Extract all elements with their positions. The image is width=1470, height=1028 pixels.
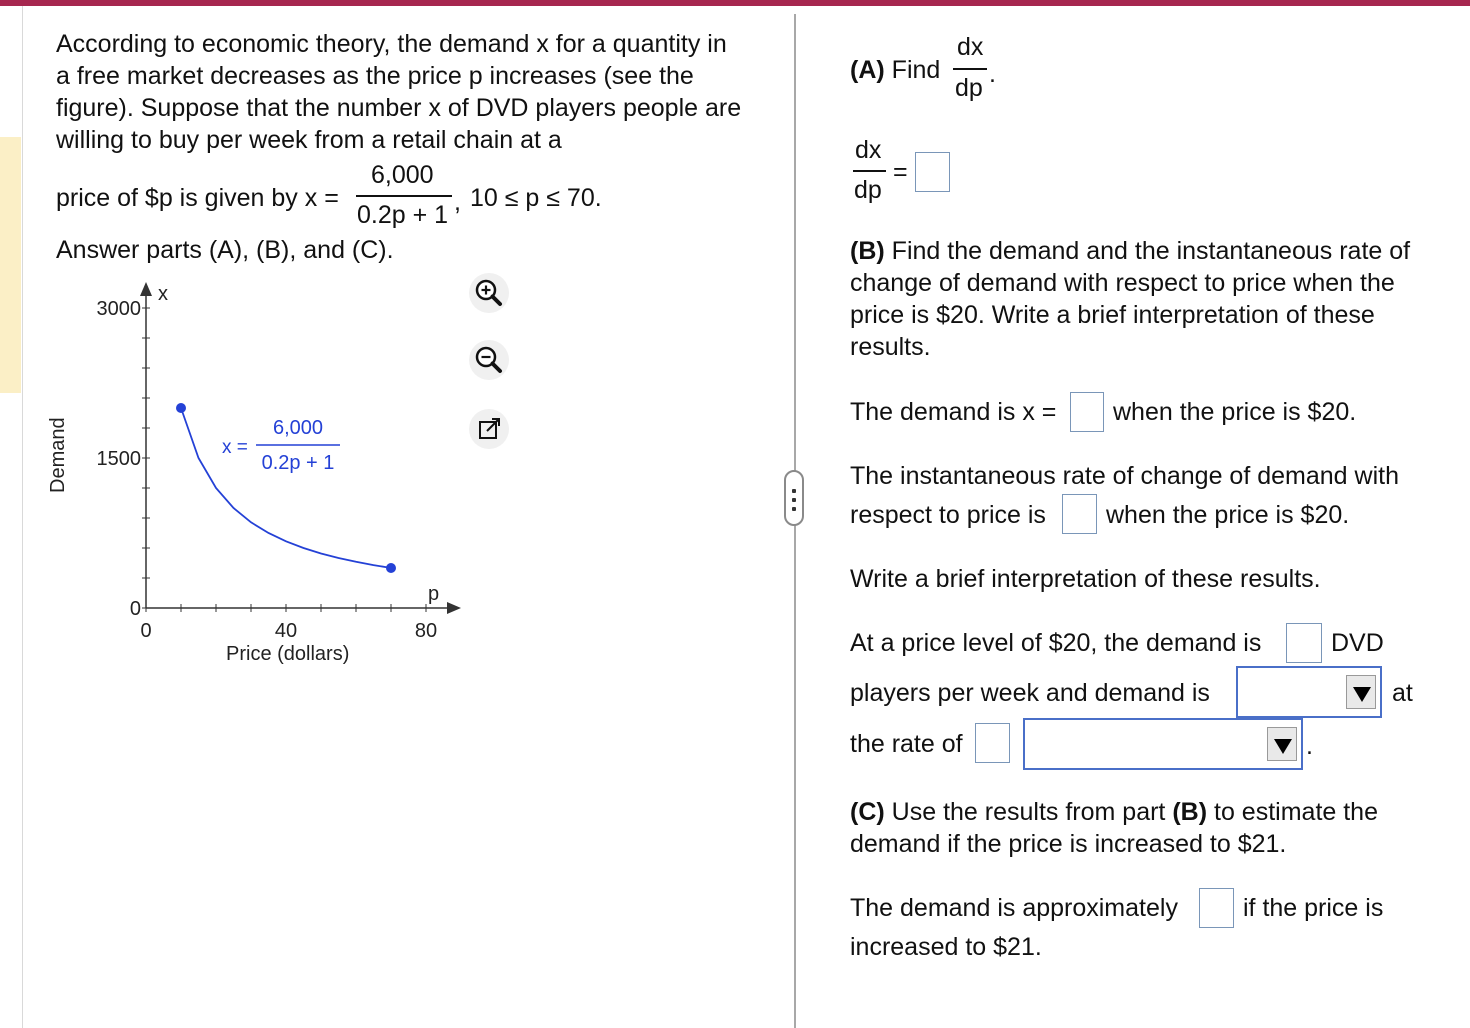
demand-suffix: when the price is $20. [1113,398,1357,426]
popout-button[interactable] [469,409,509,449]
x-axis-arrow [447,602,461,614]
zoom-in-icon [469,273,509,313]
rate-line-1: The instantaneous rate of change of demand with [850,462,1399,490]
formula-fraction-bar [356,195,452,197]
part-a-dp: dp [955,74,983,102]
left-border [22,6,23,1028]
approx-prefix: The demand is approximately [850,894,1178,922]
trend-dropdown[interactable] [1236,666,1382,718]
formula-domain: 10 ≤ p ≤ 70. [470,184,602,212]
x-axis-variable: p [428,583,440,605]
curve-label-lhs: x = [222,437,248,458]
x-axis-title: Price (dollars) [226,643,350,665]
part-a-dx: dx [957,33,984,61]
derivative-fraction-bar [853,170,886,172]
zoom-in-button[interactable] [469,273,509,313]
sidebar-accent [0,137,21,393]
chevron-down-icon [1346,675,1376,709]
demand-graph [47,270,470,680]
units-dropdown[interactable] [1023,718,1303,770]
derivative-answer-input[interactable] [915,152,950,192]
curve-label-numerator: 6,000 [272,417,324,439]
formula-prefix: price of $p is given by x = [56,184,339,212]
zoom-out-button[interactable] [469,340,509,380]
curve-label-denominator: 0.2p + 1 [261,452,335,474]
formula-comma: , [454,188,461,216]
interpretation-rate-input[interactable] [975,723,1010,763]
interpretation-period: . [1306,732,1313,760]
derivative-dx: dx [855,136,882,164]
panel-resize-handle[interactable] [784,470,804,526]
curve-endpoint [386,563,396,573]
part-c-prompt: (C) Use the results from part (B) to estimate the demand if the price is increased to $21. [850,798,1378,858]
y-axis-title: Demand [47,417,69,493]
top-accent-bar [0,0,1470,6]
part-b-prompt: (B) Find the demand and the instantaneous rate of change of demand with respect to price when the price is $20. Write a brief interpretation of these results. [850,237,1411,361]
approx-suffix: if the price is [1243,894,1384,922]
rate-prefix: respect to price is [850,501,1046,529]
zoom-out-icon [469,340,509,380]
interpretation-rate-of: the rate of [850,730,963,758]
derivative-dp: dp [854,176,882,204]
answer-parts-text: Answer parts (A), (B), and (C). [56,236,394,264]
question-intro: According to economic theory, the demand x for a quantity in a free market decreases as the price p increases (see the figure). Suppose that the number x of DVD players people are willing to buy per week from a retail chain at a [56,30,742,154]
demand-answer-input[interactable] [1070,392,1104,432]
interpretation-prefix: At a price level of $20, the demand is [850,629,1262,657]
demand-prefix: The demand is x = [850,398,1057,426]
x-tick-label: 0 [140,620,152,642]
chevron-down-icon [1267,727,1297,761]
x-tick-label: 40 [274,620,298,642]
part-a-period: . [989,60,996,88]
interpretation-dvd: DVD [1331,629,1384,657]
y-axis-arrow [140,282,152,296]
part-a-label: (A) Find [850,56,941,84]
part-a-fraction-bar [953,68,987,70]
rate-answer-input[interactable] [1062,494,1097,534]
curve-endpoint [176,403,186,413]
approx-demand-input[interactable] [1199,888,1234,928]
formula-denominator: 0.2p + 1 [357,201,449,229]
y-tick-label: 0 [129,598,141,620]
rate-suffix: when the price is $20. [1106,501,1350,529]
interpretation-demand-input[interactable] [1286,623,1322,663]
y-tick-label: 3000 [96,298,141,320]
derivative-equals: = [893,158,908,186]
interpretation-line-2: players per week and demand is [850,679,1210,707]
interpretation-at: at [1392,679,1413,707]
interpretation-prompt: Write a brief interpretation of these results. [850,565,1321,593]
y-tick-label: 1500 [96,448,141,470]
formula-numerator: 6,000 [371,161,434,189]
y-axis-variable: x [158,283,168,305]
popout-icon [469,409,509,449]
x-tick-label: 80 [414,620,438,642]
approx-line-2: increased to $21. [850,933,1042,961]
